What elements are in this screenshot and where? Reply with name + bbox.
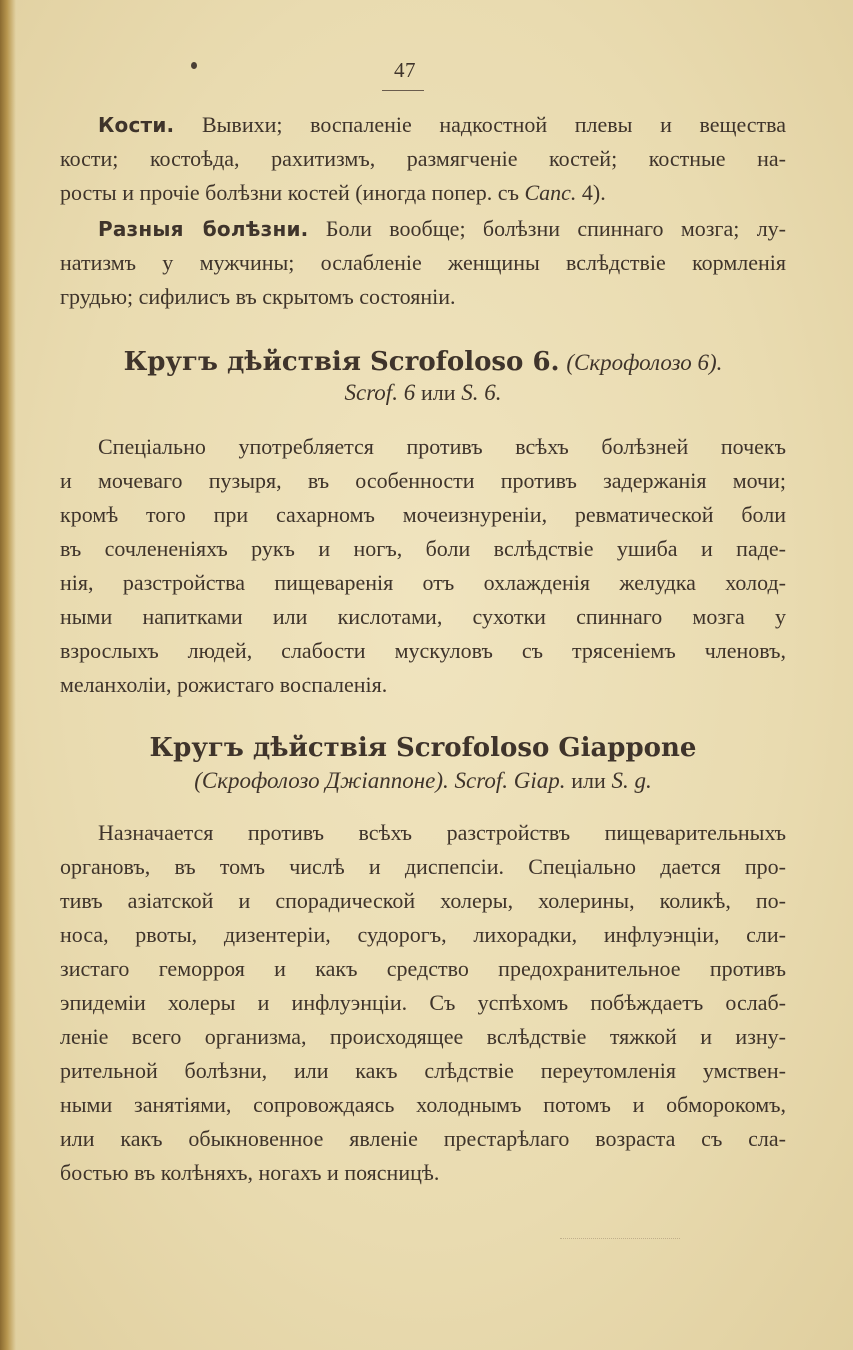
- paragraph-line: зистаго геморроя и какъ средство предохранительное противъ: [60, 956, 786, 981]
- term-various-diseases: Разныя болѣзни.: [98, 217, 309, 241]
- paragraph-line: грудью; сифилисъ въ скрытомъ состояніи.: [60, 284, 456, 309]
- paragraph-line: нія, разстройства пищеваренія отъ охлажденія желудка холод-: [60, 570, 786, 595]
- paragraph-line: натизмъ у мужчины; ослабленіе женщины вслѣдствіе кормленія: [60, 250, 786, 275]
- paragraph-line: кости; костоѣда, рахитизмъ, размягченіе костей; костные на-: [60, 146, 786, 171]
- paragraph-line: носа, рвоты, дизентеріи, судорогъ, лихорадки, инфлуэнціи, сли-: [60, 922, 786, 947]
- term-bones: Кости.: [98, 113, 175, 137]
- paragraph-line: меланхоліи, рожистаго воспаленія.: [60, 672, 388, 697]
- section-scrofoloso-6-body: [60, 430, 786, 702]
- paragraph-line: Кости. Вывихи; воспаленіе надкостной плевы и вещества: [98, 112, 786, 137]
- section-abbreviation-scrofoloso-giappone: (Скрофолозо Джіаппоне). Scrof. Giap. или S. g.: [194, 768, 652, 793]
- paragraph-line: органовъ, въ томъ числѣ и диспепсіи. Спеціально дается про-: [60, 854, 786, 879]
- paragraph-line: взрослыхъ людей, слабости мускуловъ съ трясеніемъ членовъ,: [60, 638, 786, 663]
- paragraph-line: росты и прочіе болѣзни костей (иногда попер. съ Canc. 4).: [60, 180, 606, 205]
- section-heading-scrofoloso-6: Кругъ дѣйствія Scrofoloso 6. (Скрофолозо 6).: [123, 347, 723, 377]
- paragraph-line: бостью въ колѣняхъ, ногахъ и поясницѣ.: [60, 1160, 440, 1185]
- page-number: 47: [394, 58, 416, 82]
- paragraph-line: ными занятіями, сопровождаясь холоднымъ потомъ и обморокомъ,: [60, 1092, 786, 1117]
- page-binding-edge: [0, 0, 16, 1350]
- paragraph-line: эпидеміи холеры и инфлуэнціи. Съ успѣхомъ побѣждаетъ ослаб-: [60, 990, 786, 1015]
- section-heading-scrofoloso-giappone: Кругъ дѣйствія Scrofoloso Giappone: [149, 733, 697, 763]
- paragraph-line: кромѣ того при сахарномъ мочеизнуреніи, ревматической боли: [60, 502, 786, 527]
- paragraph-line: тивъ азіатской и спорадической холеры, холерины, коликѣ, по-: [60, 888, 786, 913]
- paragraph-line: въ сочлененіяхъ рукъ и ногъ, боли вслѣдствіе ушиба и паде-: [60, 536, 786, 561]
- paragraph-line: или какъ обыкновенное явленіе престарѣлаго возраста съ сла-: [60, 1126, 786, 1151]
- print-speck: [191, 62, 197, 69]
- paragraph-line: и мочеваго пузыря, въ особенности противъ задержанія мочи;: [60, 468, 786, 493]
- paragraph-line: леніе всего организма, происходящее вслѣдствіе тяжкой и изну-: [60, 1024, 786, 1049]
- page-number-rule: [382, 90, 424, 91]
- section-scrofoloso-giappone-body: [60, 816, 786, 1190]
- paragraph-line: Разныя болѣзни. Боли вообще; болѣзни спиннаго мозга; лу-: [98, 216, 786, 241]
- faint-show-through-mark: [560, 1238, 680, 1243]
- paragraph-line: Спеціально употребляется противъ всѣхъ болѣзней почекъ: [98, 434, 786, 459]
- paragraph-line: ными напитками или кислотами, сухотки спиннаго мозга у: [60, 604, 786, 629]
- paragraph-line: рительной болѣзни, или какъ слѣдствіе переутомленія умствен-: [60, 1058, 786, 1083]
- section-bones-and-diseases: [60, 108, 786, 314]
- section-abbreviation-scrofoloso-6: Scrof. 6 или S. 6.: [344, 380, 502, 405]
- paragraph-line: Назначается противъ всѣхъ разстройствъ пищеварительныхъ: [98, 820, 786, 845]
